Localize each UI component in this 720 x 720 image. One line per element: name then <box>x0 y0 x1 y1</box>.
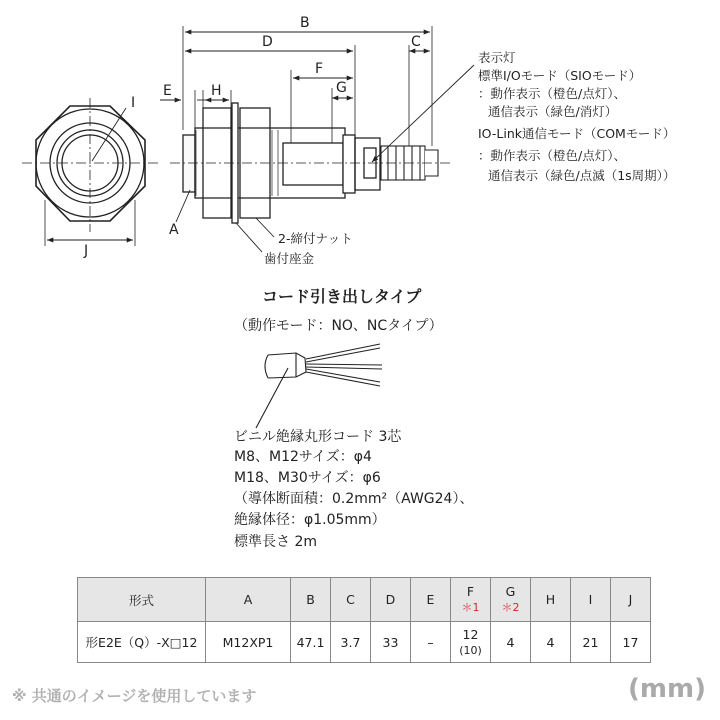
sensing-face <box>183 135 195 192</box>
indicator-line-1: 表示灯 <box>478 50 516 65</box>
rear-shoulder <box>283 143 343 185</box>
dim-label-C: C <box>411 34 421 50</box>
dim-label-J: J <box>84 243 89 259</box>
cell-G: 4 <box>491 622 531 663</box>
wire-1-edge-b <box>306 348 380 362</box>
cell-model: 形E2E（Q）-X□12 <box>78 622 206 663</box>
header-model: 形式 <box>78 578 206 622</box>
footnote-marker-1: ＊1 <box>461 601 480 614</box>
common-image-note: ※ 共通のイメージを使用しています <box>12 687 257 705</box>
cord-spec-2: M8、M12サイズ：φ4 <box>234 449 372 465</box>
indicator-line-6: ：動作表示（橙色/点灯）、 <box>478 148 626 163</box>
wire-1-edge-a <box>306 344 380 359</box>
header-H: H <box>531 578 571 622</box>
dim-label-H: H <box>211 83 222 99</box>
header-C: C <box>331 578 371 622</box>
header-J: J <box>611 578 651 622</box>
cord-spec-4: （導体断面積：0.2mm²（AWG24）、 <box>234 491 474 507</box>
rear-cap <box>343 135 355 193</box>
side-view <box>170 103 450 223</box>
wire-3-edge-b <box>306 372 380 386</box>
footnote-marker-2: ＊2 <box>501 601 520 614</box>
cell-H: 4 <box>531 622 571 663</box>
header-B: B <box>291 578 331 622</box>
header-D: D <box>371 578 411 622</box>
table-row <box>78 622 651 663</box>
cord-type-title: コード引き出しタイプ <box>262 287 422 306</box>
dim-label-E: E <box>163 83 172 99</box>
leader-nut <box>256 218 274 237</box>
header-F <box>451 578 491 622</box>
indicator-line-3: ：動作表示（橙色/点灯）、 <box>478 86 626 101</box>
table-header-row <box>78 578 651 622</box>
header-A: A <box>206 578 291 622</box>
cell-F <box>451 622 491 663</box>
dim-label-D: D <box>262 34 273 50</box>
washer-label: 歯付座金 <box>264 251 315 266</box>
cell-F-value: 12 <box>462 627 479 642</box>
cell-E: – <box>411 622 451 663</box>
indicator-line-4: 通信表示（緑色/消灯） <box>488 104 618 119</box>
cell-D: 33 <box>371 622 411 663</box>
cord-spec-1: ビニル絶縁丸形コード 3芯 <box>234 429 402 445</box>
indicator-notes <box>478 50 675 183</box>
dimension-table <box>77 577 651 663</box>
header-G <box>491 578 531 622</box>
nut-label: 2-締付ナット <box>278 231 353 246</box>
header-E: E <box>411 578 451 622</box>
leader-A <box>176 190 190 222</box>
cord-sheath <box>268 353 306 378</box>
cell-J: 17 <box>611 622 651 663</box>
dim-label-A: A <box>169 222 179 238</box>
indicator-line-2: 標準I/Oモード（SIOモード） <box>478 68 642 83</box>
dim-label-B: B <box>300 15 310 31</box>
header-I: I <box>571 578 611 622</box>
dim-label-I: I <box>131 95 136 111</box>
cell-B: 47.1 <box>291 622 331 663</box>
unit-label: (mm) <box>628 674 706 704</box>
dim-label-G: G <box>336 80 347 96</box>
wire-3-edge-a <box>306 369 380 382</box>
front-view <box>22 98 158 246</box>
cord-spec-6: 標準長さ 2m <box>234 534 317 550</box>
cell-I: 21 <box>571 622 611 663</box>
dim-label-F: F <box>315 61 324 77</box>
header-F-label: F <box>466 584 475 599</box>
cord-spec-3: M18、M30サイズ：φ6 <box>234 470 381 486</box>
wire-2-edge-a <box>306 364 382 365</box>
cord-spec-5: 絶縁体径：φ1.05mm） <box>234 512 386 528</box>
cell-C: 3.7 <box>331 622 371 663</box>
cell-A: M12XP1 <box>206 622 291 663</box>
header-G-label: G <box>505 584 516 599</box>
leader-washer <box>236 223 262 252</box>
indicator-line-5: IO-Link通信モード（COMモード） <box>478 126 676 141</box>
indicator-line-7: 通信表示（緑色/点滅（1s周期）） <box>488 168 676 183</box>
cord-type-subtitle: （動作モード：NO、NCタイプ） <box>234 318 443 334</box>
cell-F-alt: (10) <box>459 644 482 657</box>
wire-2-edge-b <box>306 367 382 369</box>
cord-drawing <box>256 344 382 428</box>
